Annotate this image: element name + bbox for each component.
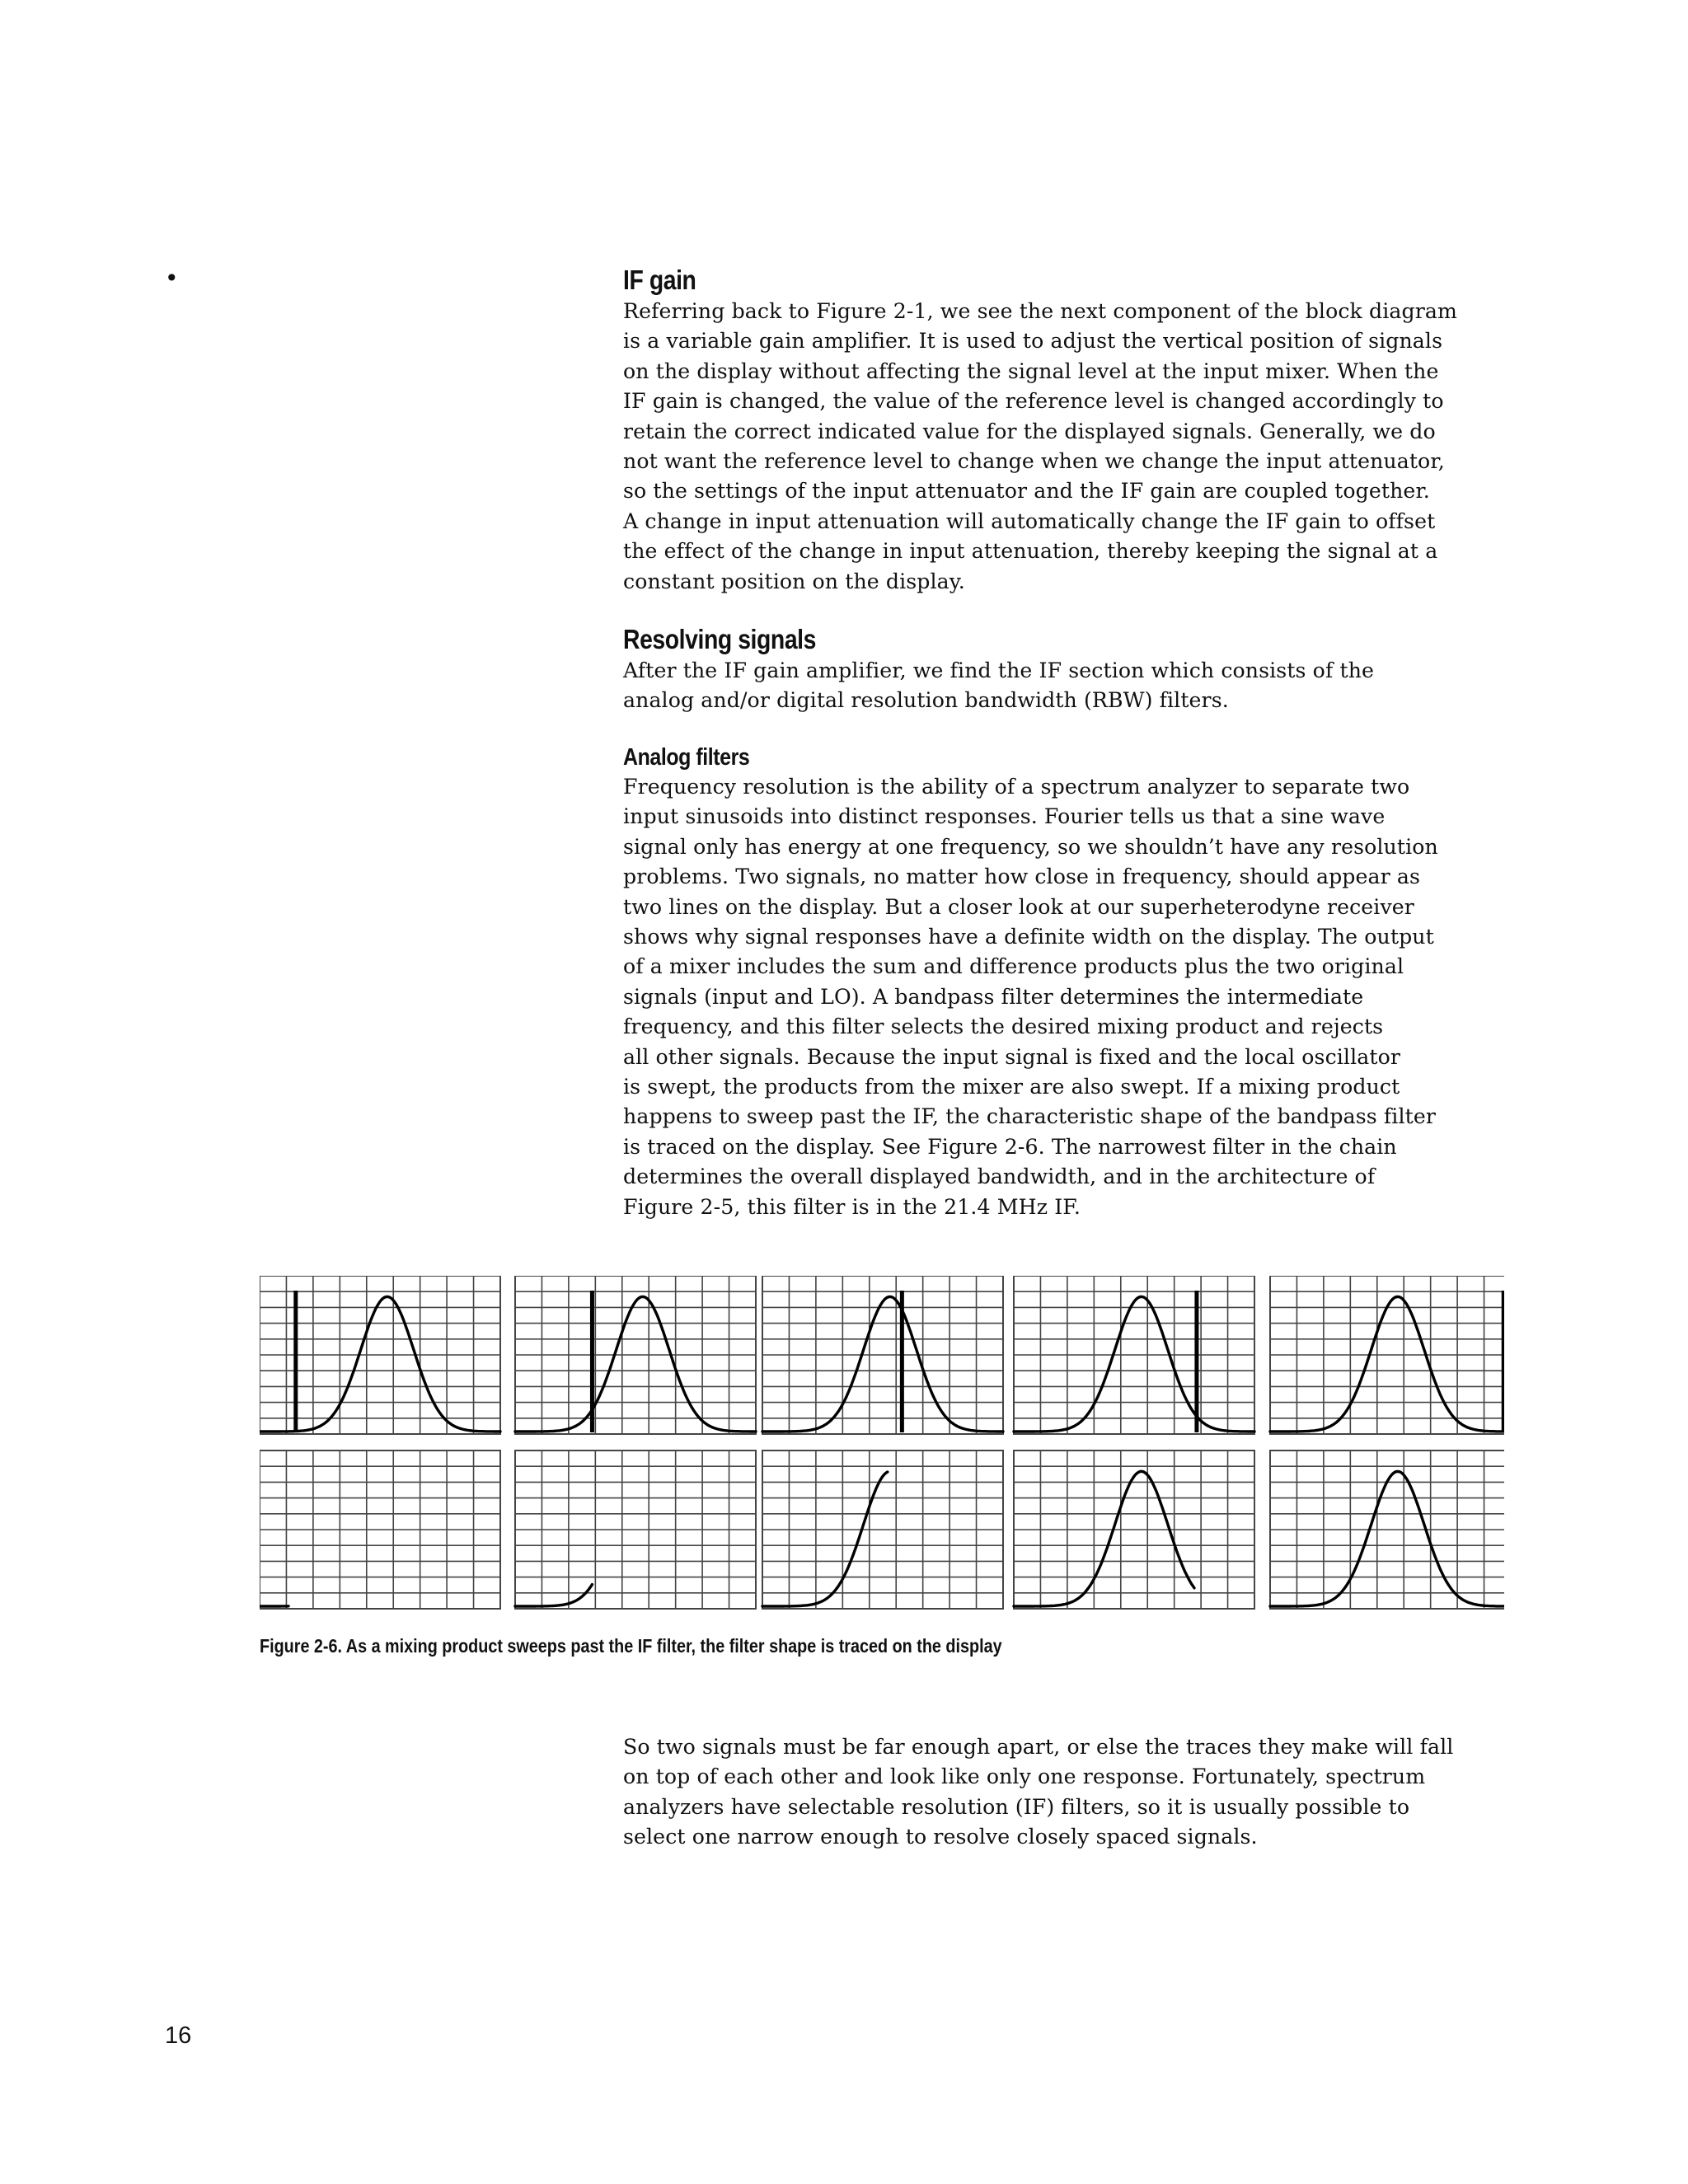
- filter-shape-trace: [1270, 1296, 1504, 1432]
- text-line: signal only has energy at one frequency, so we shouldn’t have any resolution: [623, 834, 1438, 859]
- text-line: on top of each other and look like only one response. Fortunately, spectrum: [623, 1765, 1426, 1789]
- text-line: of a mixer includes the sum and difference products plus the two original: [623, 954, 1404, 979]
- heading-if-gain: IF gain: [623, 265, 696, 295]
- paragraph-if-gain: [623, 297, 1579, 597]
- text-line: is traced on the display. See Figure 2-6. The narrowest filter in the chain: [623, 1134, 1397, 1159]
- text-line: analog and/or digital resolution bandwidth (RBW) filters.: [623, 688, 1229, 713]
- text-line: IF gain is changed, the value of the reference level is changed accordingly to: [623, 389, 1444, 414]
- page-number: 16: [165, 2022, 192, 2049]
- text-line: problems. Two signals, no matter how close in frequency, should appear as: [623, 865, 1421, 889]
- traced-filter-shape: [515, 1585, 592, 1607]
- filter-shape-trace: [1014, 1296, 1254, 1432]
- text-line: input sinusoids into distinct responses. Fourier tells us that a sine wave: [623, 804, 1386, 829]
- section-analog-filters: [623, 743, 1579, 1222]
- text-line: the effect of the change in input attenuation, thereby keeping the signal at a: [623, 539, 1438, 564]
- text-line: signals (input and LO). A bandpass filter determines the intermediate: [623, 984, 1364, 1009]
- text-line: not want the reference level to change when we change the input attenuator,: [623, 449, 1445, 474]
- display-graticule: [515, 1451, 756, 1609]
- heading-analog-filters: Analog filters: [623, 744, 750, 771]
- text-line: frequency, and this filter selects the desired mixing product and rejects: [623, 1015, 1384, 1039]
- text-line: so the settings of the input attenuator and the IF gain are coupled together.: [623, 479, 1430, 504]
- paragraph-analog-filters: [623, 772, 1579, 1222]
- text-line: select one narrow enough to resolve closely spaced signals.: [623, 1825, 1258, 1849]
- traced-filter-shape: [1270, 1471, 1504, 1606]
- heading-resolving-signals: Resolving signals: [623, 624, 817, 654]
- text-line: all other signals. Because the input signal is fixed and the local oscillator: [623, 1044, 1400, 1069]
- text-line: So two signals must be far enough apart, or else the traces they make will fall: [623, 1735, 1454, 1759]
- text-line: constant position on the display.: [623, 569, 965, 593]
- paragraph-after-figure: [623, 1732, 1579, 1853]
- text-line: Figure 2-5, this filter is in the 21.4 MHz IF.: [623, 1194, 1081, 1219]
- paragraph-resolving-signals: [623, 656, 1579, 716]
- text-line: two lines on the display. But a closer look at our superheterodyne receiver: [623, 894, 1414, 919]
- text-line: is swept, the products from the mixer are also swept. If a mixing product: [623, 1075, 1400, 1099]
- figure-filter-sweep: [260, 1276, 1504, 1614]
- figure-caption: Figure 2-6. As a mixing product sweeps past the IF filter, the filter shape is traced on the display: [260, 1635, 1002, 1657]
- text-line: is a variable gain amplifier. It is used to adjust the vertical position of signals: [623, 329, 1443, 354]
- section-if-gain: [623, 264, 1579, 597]
- section-resolving-signals: [623, 623, 1579, 716]
- display-graticule: [260, 1451, 500, 1609]
- text-line: happens to sweep past the IF, the characteristic shape of the bandpass filter: [623, 1104, 1436, 1129]
- display-graticule: [1270, 1276, 1504, 1434]
- section-after-figure: [623, 1732, 1579, 1853]
- text-line: After the IF gain amplifier, we find the IF section which consists of the: [623, 658, 1375, 682]
- filter-shape-trace: [515, 1296, 756, 1432]
- text-line: retain the correct indicated value for the displayed signals. Generally, we do: [623, 419, 1436, 443]
- bullet: •: [165, 265, 179, 292]
- filter-shape-trace: [762, 1296, 1003, 1432]
- text-line: Frequency resolution is the ability of a spectrum analyzer to separate two: [623, 775, 1410, 799]
- text-line: on the display without affecting the signal level at the input mixer. When the: [623, 359, 1439, 383]
- text-line: analyzers have selectable resolution (IF) filters, so it is usually possible to: [623, 1794, 1410, 1819]
- text-line: shows why signal responses have a definite width on the display. The output: [623, 925, 1434, 949]
- text-line: A change in input attenuation will automatically change the IF gain to offset: [623, 509, 1436, 533]
- display-graticule: [1270, 1451, 1504, 1609]
- text-line: determines the overall displayed bandwidth, and in the architecture of: [623, 1165, 1376, 1189]
- text-line: Referring back to Figure 2-1, we see the next component of the block diagram: [623, 299, 1457, 323]
